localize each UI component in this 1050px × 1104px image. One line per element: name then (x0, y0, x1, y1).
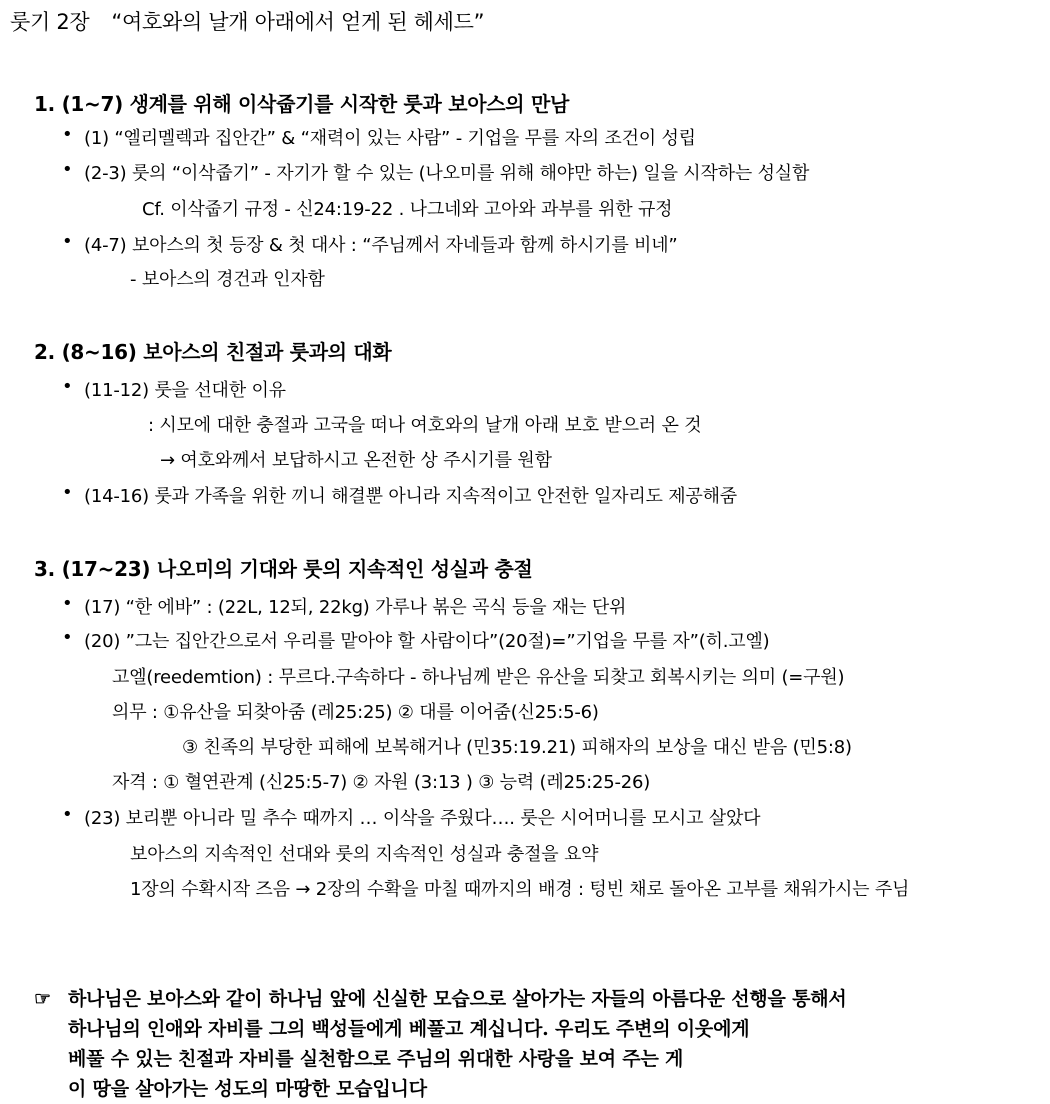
list-item: • (20) ”그는 집안간으로서 우리를 맡아야 할 사람이다”(20절)=”기업을 무를 자”(히.고엘) (84, 627, 769, 653)
list-item: • (2-3) 룻의 “이삭줍기” - 자기가 할 수 있는 (나오미를 위해 해야만 하는) 일을 시작하는 성실함 (84, 159, 809, 185)
note-line: 의무 : ①유산을 되찾아줌 (레25:25) ② 대를 이어줌(신25:5-6) (112, 702, 599, 723)
note-line: 보아스의 지속적인 선대와 룻의 지속적인 성실과 충절을 요약 (130, 844, 599, 865)
pointing-hand-icon: ☞ (34, 988, 51, 1010)
list-item: • (17) “한 에바” : (22L, 12되, 22kg) 가루나 볶은 곡식 등을 재는 단위 (84, 593, 626, 619)
list-item: • (1) “엘리멜렉과 집안간” & “재력이 있는 사람” - 기업을 무를 자의 조건이 성립 (84, 124, 696, 150)
note-line: Cf. 이삭줍기 규정 - 신24:19-22 . 나그네와 고아와 과부를 위한 규정 (142, 199, 673, 220)
list-item: • (14-16) 룻과 가족을 위한 끼니 해결뿐 아니라 지속적이고 안전한 일자리도 제공해줌 (84, 482, 737, 508)
closing-line: 하나님의 인애와 자비를 그의 백성들에게 베풀고 계십니다. 우리도 주변의 이웃에게 (68, 1018, 750, 1040)
closing-line: 이 땅을 살아가는 성도의 마땅한 모습입니다 (68, 1078, 427, 1100)
note-line: 고엘(reedemtion) : 무르다.구속하다 - 하나님께 받은 유산을 되찾고 회복시키는 의미 (=구원) (112, 667, 845, 688)
note-line: : 시모에 대한 충절과 고국을 떠나 여호와의 날개 아래 보호 받으러 온 것 (148, 415, 702, 436)
closing-line: 하나님은 보아스와 같이 하나님 앞에 신실한 모습으로 살아가는 자들의 아름다운 선행을 통해서 (68, 988, 847, 1010)
document-title (10, 6, 484, 36)
note-line: → 여호와께서 보답하시고 온전한 상 주시기를 원함 (160, 450, 552, 471)
book-chapter: 룻기 2장 (10, 10, 90, 34)
note-line: 자격 : ① 혈연관계 (신25:5-7) ② 자원 (3:13 ) ③ 능력 (레25:25-26) (112, 772, 651, 793)
chapter-subtitle: “여호와의 날개 아래에서 얻게 된 헤세드” (111, 10, 485, 34)
section-heading: 2. (8~16) 보아스의 친절과 룻과의 대화 (34, 340, 392, 364)
note-line: 1장의 수확시작 즈음 → 2장의 수확을 마칠 때까지의 배경 : 텅빈 채로 돌아온 고부를 채워가시는 주님 (130, 879, 910, 900)
list-item: • (11-12) 룻을 선대한 이유 (84, 376, 286, 402)
note-line: - 보아스의 경건과 인자함 (130, 269, 325, 290)
note-line: ③ 친족의 부당한 피해에 보복해거나 (민35:19.21) 피해자의 보상을 대신 받음 (민5:8) (182, 737, 852, 758)
list-item: • (23) 보리뿐 아니라 밀 추수 때까지 … 이삭을 주웠다…. 룻은 시어머니를 모시고 살았다 (84, 804, 760, 830)
section-heading: 1. (1~7) 생계를 위해 이삭줍기를 시작한 룻과 보아스의 만남 (34, 92, 570, 116)
section-heading: 3. (17~23) 나오미의 기대와 룻의 지속적인 성실과 충절 (34, 557, 533, 581)
list-item: • (4-7) 보아스의 첫 등장 & 첫 대사 : “주님께서 자네들과 함께 하시기를 비네” (84, 231, 678, 257)
closing-line: 베풀 수 있는 친절과 자비를 실천함으로 주님의 위대한 사랑을 보여 주는 게 (68, 1048, 684, 1070)
